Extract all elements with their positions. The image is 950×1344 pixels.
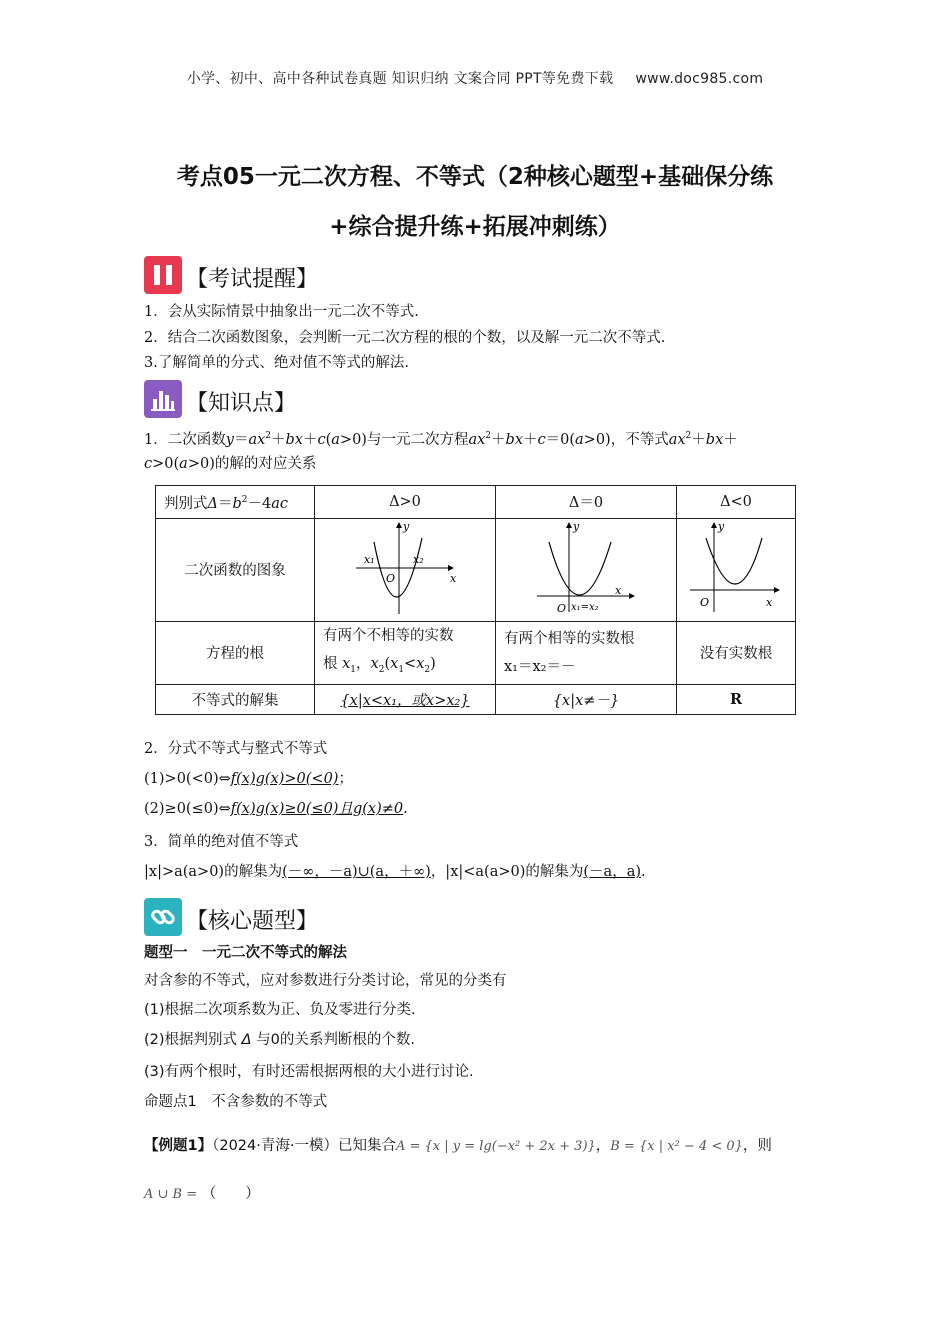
section-reminder bbox=[144, 254, 318, 294]
svg-text:y: y bbox=[403, 519, 410, 533]
core-item-2-a: (2)根据判别式 bbox=[144, 1032, 238, 1048]
k1-text-c: ，不等式 bbox=[610, 431, 669, 448]
table-header-pos: Δ>0 bbox=[315, 486, 496, 519]
k3-a: |x|>a(a>0)的解集为 bbox=[144, 864, 283, 880]
svg-text:x: x bbox=[615, 583, 622, 597]
page-header bbox=[0, 68, 950, 88]
k1-text-a: 1．二次函数 bbox=[144, 431, 226, 448]
header-text: 小学、初中、高中各种试卷真题 知识归纳 文案合同 PPT等免费下载 bbox=[186, 71, 614, 87]
example-question: A ∪ B = bbox=[144, 1187, 198, 1202]
svg-text:x₁=x₂: x₁=x₂ bbox=[571, 601, 599, 613]
graph-two-roots bbox=[315, 518, 496, 621]
core-item-2-b: Δ bbox=[241, 1032, 252, 1048]
section-core-label: 【核心题型】 bbox=[186, 909, 319, 934]
k1-text-b: 与一元二次方程 bbox=[366, 431, 469, 448]
solution-one-root: {x|x≠－} bbox=[496, 684, 677, 714]
reminder-item-1: 1．会从实际情景中抽象出一元二次不等式. bbox=[144, 304, 419, 320]
k3-b: (－∞，－a)∪(a，＋∞) bbox=[282, 864, 431, 880]
example-set-b: B = {x | x² − 4 < 0} bbox=[610, 1139, 743, 1154]
table-header-neg: Δ<0 bbox=[677, 486, 796, 519]
parabola-two-roots-graph bbox=[350, 520, 460, 616]
roots-two-text-a: 有两个不相等的实数 bbox=[323, 627, 454, 644]
graph-one-root bbox=[496, 518, 677, 621]
link-icon bbox=[144, 898, 182, 936]
k2-line2 bbox=[144, 797, 408, 821]
svg-text:y: y bbox=[573, 519, 580, 533]
svg-text:x₁: x₁ bbox=[364, 552, 375, 566]
table-row-graph-label: 二次函数的图象 bbox=[156, 518, 315, 621]
table-header-label: 判别式$\Delta=b^2-4ac$ bbox=[156, 486, 315, 519]
k1-text-d: 的解的对应关系 bbox=[214, 456, 317, 472]
point1-heading: 命题点1 不含参数的不等式 bbox=[144, 1094, 328, 1110]
core-item-2-c: 与0的关系判断根的个数. bbox=[256, 1032, 416, 1048]
example-blank: （ ） bbox=[201, 1186, 260, 1202]
section-knowledge bbox=[144, 378, 296, 418]
k2-l2-b: f(x)g(x)≥0(≤0)且g(x)≠0 bbox=[230, 801, 404, 817]
core-item-3: (3)有两个根时，有时还需根据两根的大小进行讨论. bbox=[144, 1064, 474, 1080]
example-then: ，则 bbox=[742, 1138, 772, 1154]
solution-two-roots: {x|x<x₁，或x>x₂} bbox=[315, 684, 496, 714]
k3-e: . bbox=[641, 864, 646, 880]
core-item-2 bbox=[144, 1028, 415, 1052]
example-label: 【例题1】 bbox=[144, 1138, 213, 1154]
solution-no-root: R bbox=[677, 684, 796, 714]
section-core bbox=[144, 896, 318, 936]
reminder-item-2: 2．结合二次函数图象，会判断一元二次方程的根的个数，以及解一元二次不等式. bbox=[144, 330, 666, 346]
k2-l1-c: ； bbox=[338, 771, 353, 787]
svg-text:x: x bbox=[450, 571, 457, 585]
roots-none: 没有实数根 bbox=[677, 621, 796, 684]
doc-title-line2: +综合提升练+拓展冲刺练） bbox=[329, 214, 621, 240]
pause-icon bbox=[144, 256, 182, 294]
k3-line bbox=[144, 860, 646, 884]
discriminant-table bbox=[155, 485, 796, 715]
bar-chart-icon bbox=[144, 380, 182, 418]
k1-line2: c>0(a>0)的解的对应关系 bbox=[144, 456, 317, 472]
table-header-zero: Δ＝0 bbox=[496, 486, 677, 519]
table-row-solution-label: 不等式的解集 bbox=[156, 684, 315, 714]
parabola-no-root-graph bbox=[686, 520, 786, 616]
graph-no-root bbox=[677, 518, 796, 621]
svg-text:x: x bbox=[766, 595, 773, 609]
header-site[interactable]: www.doc985.com bbox=[635, 71, 764, 87]
doc-title-line1: 考点05一元二次方程、不等式（2种核心题型+基础保分练 bbox=[176, 164, 774, 190]
section-reminder-label: 【考试提醒】 bbox=[186, 267, 319, 292]
k2-line1 bbox=[144, 767, 353, 791]
example-1 bbox=[144, 1134, 772, 1159]
example-set-a: A = {x | y = lg(−x² + 2x + 3)} bbox=[395, 1139, 596, 1154]
core-item-1: (1)根据二次项系数为正、负及零进行分类. bbox=[144, 1002, 416, 1018]
k2-l1-b: f(x)g(x)>0(<0) bbox=[230, 771, 339, 787]
h0-text: 判别式 bbox=[164, 495, 208, 512]
roots-two-text-b: 根 bbox=[323, 655, 338, 672]
reminder-item-3: 3.了解简单的分式、绝对值不等式的解法. bbox=[144, 355, 409, 371]
svg-text:y: y bbox=[718, 519, 725, 533]
svg-text:O: O bbox=[700, 595, 710, 609]
roots-two-equal bbox=[496, 621, 677, 684]
table-row-roots-label: 方程的根 bbox=[156, 621, 315, 684]
k2-l2-c: . bbox=[403, 801, 408, 817]
k3-d: (－a，a) bbox=[583, 864, 641, 880]
svg-text:O: O bbox=[386, 571, 396, 585]
roots-equal-text-b: x₁＝x₂＝－ bbox=[504, 658, 576, 675]
k2-l2-a: (2)≥0(≤0)⇔ bbox=[144, 801, 231, 817]
parabola-one-root-graph bbox=[531, 520, 641, 616]
svg-text:O: O bbox=[557, 601, 567, 615]
k1-line1: 1．二次函数$y=ax^2+bx+c(a>0)$与一元二次方程$ax^2+bx+c=0(a>0)$，不等式$ax^2+bx+$ bbox=[144, 431, 738, 448]
roots-equal-text-a: 有两个相等的实数根 bbox=[504, 630, 635, 647]
example-source: （2024·青海·一模）已知集合 bbox=[212, 1138, 396, 1154]
section-knowledge-label: 【知识点】 bbox=[186, 391, 297, 416]
k2-title: 2．分式不等式与整式不等式 bbox=[144, 741, 328, 757]
k3-title: 3．简单的绝对值不等式 bbox=[144, 834, 299, 850]
example-1-question bbox=[144, 1182, 260, 1207]
example-comma: ， bbox=[595, 1138, 611, 1154]
type1-heading: 题型一 一元二次不等式的解法 bbox=[144, 945, 347, 961]
k3-c: ，|x|<a(a>0)的解集为 bbox=[430, 864, 584, 880]
roots-two-distinct: 有两个不相等的实数 根 $x_1$，$x_2(x_1<x_2)$ bbox=[315, 621, 496, 684]
svg-text:x₂: x₂ bbox=[413, 552, 424, 566]
core-intro: 对含参的不等式，应对参数进行分类讨论，常见的分类有 bbox=[144, 973, 507, 989]
k2-l1-a: (1)>0(<0)⇔ bbox=[144, 771, 231, 787]
